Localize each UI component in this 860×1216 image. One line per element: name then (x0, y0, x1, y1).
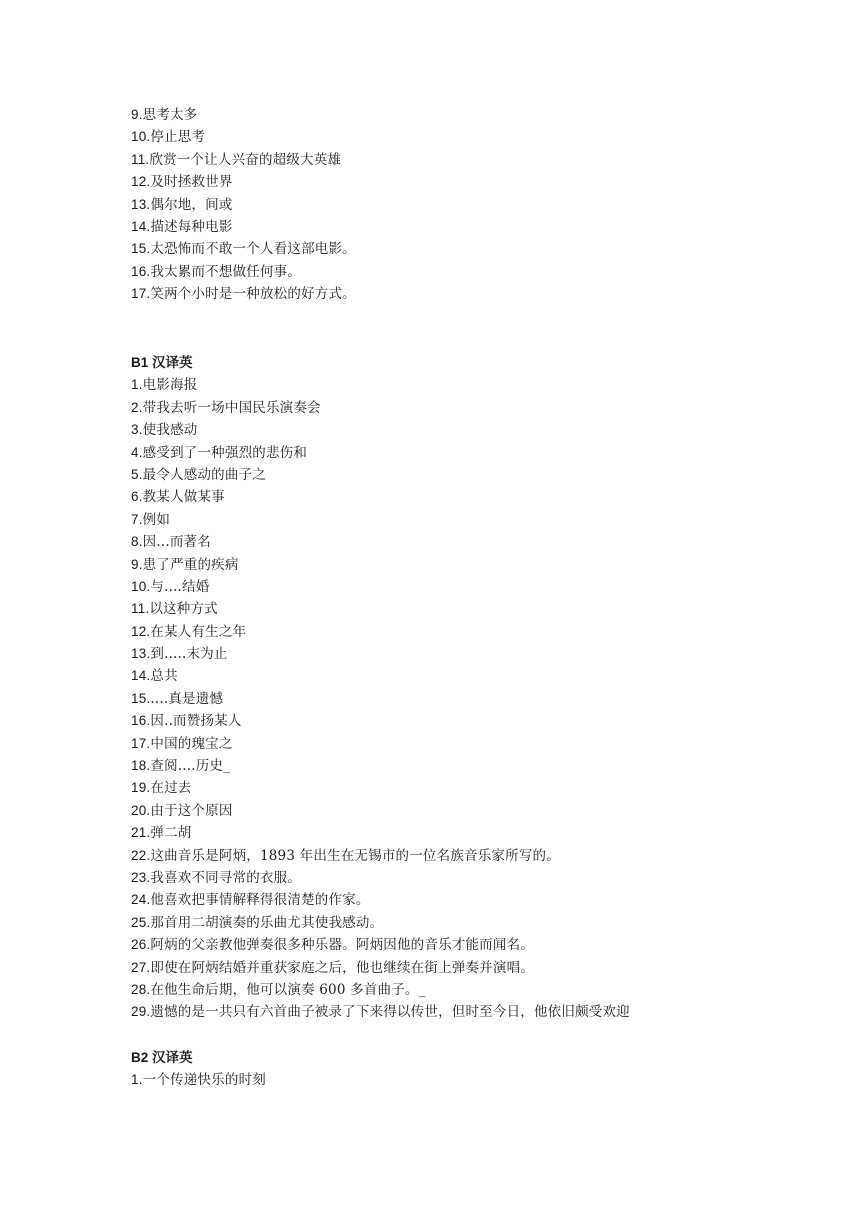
list-item (131, 149, 831, 171)
list-item (131, 934, 831, 956)
item-number: 9. (131, 107, 143, 122)
item-number: 28. (131, 981, 151, 997)
item-text: 在过去 (150, 780, 192, 797)
list-item (131, 800, 831, 822)
item-number: 8. (131, 534, 143, 550)
list-item (131, 822, 831, 844)
list-item (131, 710, 831, 732)
item-number: 14. (131, 218, 151, 234)
item-text: 偶尔地，间或 (150, 196, 233, 213)
list-item (131, 1069, 831, 1091)
item-text: 遗憾的是一共只有六首曲子被录了下来得以传世，但时至今日，他依旧颇受欢迎 (150, 1004, 630, 1021)
item-number: 24. (131, 892, 151, 908)
section-b1-list (131, 374, 831, 1023)
item-number: 27. (131, 959, 151, 975)
item-text: 笑两个小时是一种放松的好方式。 (150, 286, 356, 303)
list-item (131, 374, 831, 396)
list-item (131, 531, 831, 553)
list-item (131, 979, 831, 1001)
item-number: 14. (131, 668, 151, 684)
item-number: 12. (131, 623, 151, 639)
item-text: 思考太多 (142, 107, 198, 123)
item-number: 13. (131, 646, 151, 662)
item-number: 21. (131, 825, 151, 841)
list-item (131, 598, 831, 620)
item-text: 中国的瑰宝之 (150, 735, 233, 752)
item-number: 10. (131, 578, 151, 594)
item-text: 那首用二胡演奏的乐曲尤其使我感动。 (150, 914, 384, 931)
item-text: 因..而赞扬某人 (150, 713, 242, 730)
item-number: 3. (131, 422, 143, 438)
item-text: 到.....末为止 (150, 646, 228, 663)
item-number: 16. (131, 263, 151, 279)
item-text: 查阅....历史_ (150, 758, 231, 775)
item-text: 描述每种电影 (150, 218, 233, 235)
item-text: 使我感动 (142, 422, 198, 439)
item-text: 教某人做某事 (142, 489, 225, 506)
item-text: 带我去听一场中国民乐演奏会 (142, 399, 321, 416)
item-number: 11. (131, 151, 150, 167)
list-item (131, 621, 831, 643)
section-heading-b1: B1 汉译英 (131, 355, 193, 370)
item-number: 29. (131, 1004, 151, 1020)
item-text: 例如 (142, 511, 171, 528)
list-item (131, 238, 831, 260)
item-text: 感受到了一种强烈的悲伤和 (142, 444, 308, 461)
item-text: 阿炳的父亲教他弹奏很多种乐器。阿炳因他的音乐才能而闻名。 (150, 937, 534, 954)
item-text: 我喜欢不同寻常的衣服。 (150, 869, 302, 886)
section-b2 (131, 1047, 831, 1092)
item-number: 18. (131, 758, 151, 774)
item-text: 总共 (150, 668, 178, 685)
list-item (131, 665, 831, 687)
list-item (131, 733, 831, 755)
list-item (131, 126, 831, 148)
list-item (131, 194, 831, 216)
list-item (131, 957, 831, 979)
section-b1 (131, 352, 831, 1024)
item-number: 20. (131, 802, 151, 818)
list-item (131, 576, 831, 598)
section-a-list (131, 104, 831, 306)
list-item (131, 755, 831, 777)
section-heading-b2: B2 汉译英 (131, 1050, 193, 1065)
item-number: 17. (131, 286, 151, 302)
item-text: 及时拯救世界 (150, 174, 233, 191)
list-item (131, 643, 831, 665)
list-item (131, 867, 831, 889)
item-text: 欣赏一个让人兴奋的超级大英雄 (149, 151, 342, 168)
item-number: 1. (131, 1072, 143, 1088)
item-number: 22. (131, 847, 151, 863)
list-item (131, 261, 831, 283)
item-text: 患了严重的疾病 (142, 556, 239, 573)
item-text: 由于这个原因 (150, 802, 233, 819)
item-number: 26. (131, 937, 151, 953)
list-item (131, 419, 831, 441)
item-number: 9. (131, 556, 143, 572)
item-number: 10. (131, 129, 151, 145)
list-item (131, 442, 831, 464)
list-item (131, 171, 831, 193)
list-item (131, 486, 831, 508)
list-item (131, 688, 831, 710)
item-number: 11. (131, 601, 150, 617)
item-text: 以这种方式 (149, 601, 218, 618)
item-text: 在他生命后期，他可以演奏 600 多首曲子。_ (150, 981, 426, 998)
item-text: 这曲音乐是阿炳，1893 年出生在无锡市的一位名族音乐家所写的。 (150, 847, 560, 864)
list-item (131, 397, 831, 419)
item-text: 在某人有生之年 (150, 623, 247, 640)
item-text: 他喜欢把事情解释得很清楚的作家。 (150, 892, 370, 909)
item-number: 6. (131, 489, 143, 505)
item-number: 4. (131, 444, 143, 460)
list-item (131, 216, 831, 238)
item-number: 13. (131, 196, 151, 212)
item-text: 即使在阿炳结婚并重获家庭之后，他也继续在街上弹奏并演唱。 (150, 959, 534, 976)
list-item (131, 104, 831, 126)
list-item (131, 912, 831, 934)
item-number: 2. (131, 399, 143, 415)
list-item (131, 1001, 831, 1023)
list-item (131, 777, 831, 799)
item-number: 1. (131, 377, 143, 393)
item-text: 弹二胡 (150, 825, 192, 842)
list-item (131, 554, 831, 576)
item-number: 7. (131, 511, 143, 527)
list-item (131, 509, 831, 531)
item-text: 与....结婚 (150, 578, 210, 595)
item-text: ....真是遗憾 (150, 690, 224, 707)
item-number: 15. (131, 690, 151, 706)
list-item (131, 464, 831, 486)
item-number: 12. (131, 174, 151, 190)
item-number: 17. (131, 735, 151, 751)
list-item (131, 283, 831, 305)
item-text: 太恐怖而不敢一个人看这部电影。 (150, 241, 356, 258)
item-number: 25. (131, 914, 151, 930)
item-text: 停止思考 (150, 129, 206, 146)
section-b2-list (131, 1069, 831, 1091)
item-text: 一个传递快乐的时刻 (142, 1072, 266, 1089)
item-number: 5. (131, 466, 143, 482)
item-text: 我太累而不想做任何事。 (150, 263, 302, 280)
item-number: 19. (131, 780, 151, 796)
item-text: 电影海报 (142, 377, 198, 394)
item-text: 最令人感动的曲子之 (142, 466, 266, 483)
item-text: 因...而著名 (142, 534, 211, 551)
item-number: 16. (131, 713, 151, 729)
list-item (131, 845, 831, 867)
list-item (131, 889, 831, 911)
item-number: 23. (131, 869, 151, 885)
item-number: 15. (131, 241, 151, 257)
